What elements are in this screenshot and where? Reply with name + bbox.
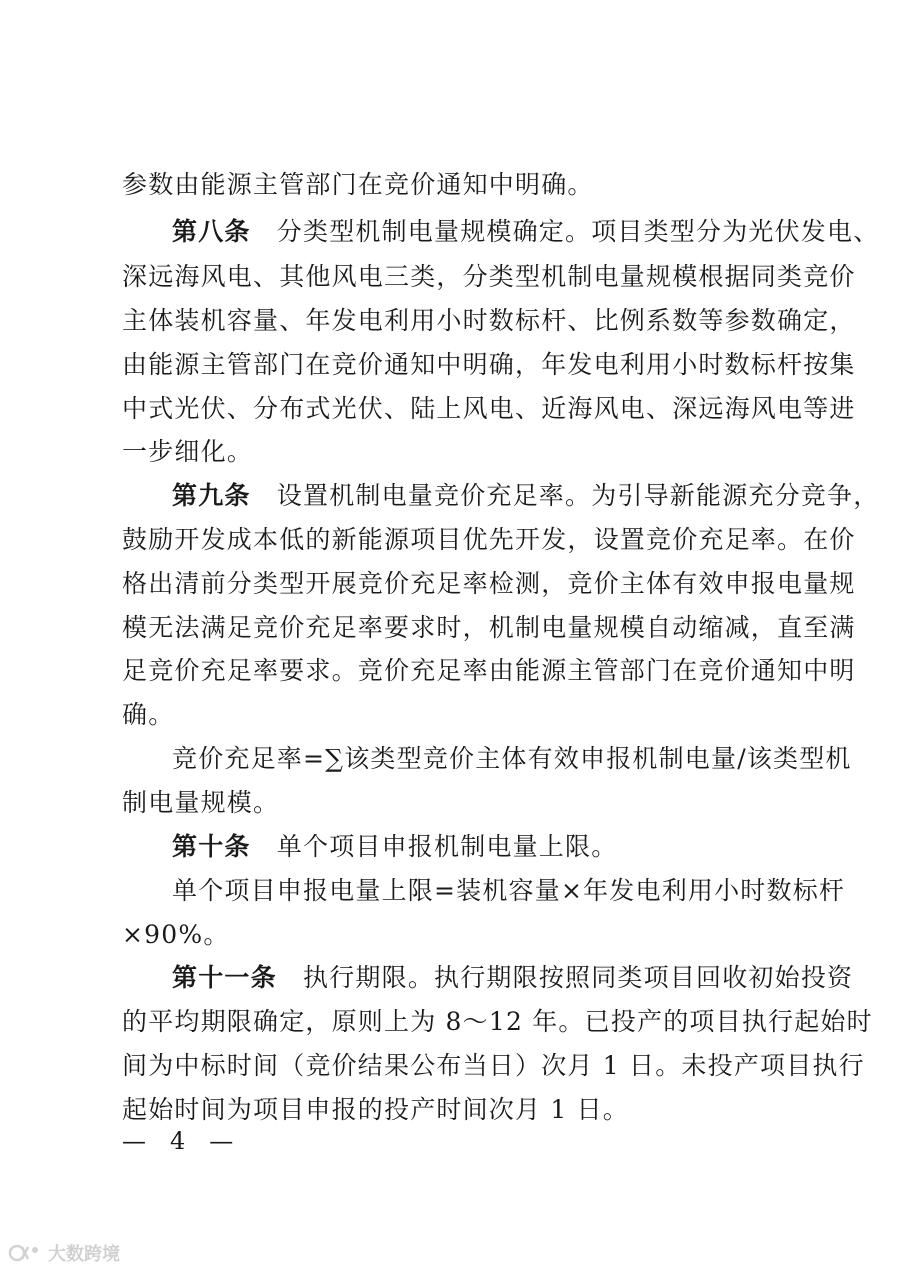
- line-text: 中式光伏、分布式光伏、陆上风电、近海风电、深远海风电等进: [122, 394, 856, 423]
- article-label: 第八条: [172, 217, 251, 246]
- line-text: 模无法满足竞价充足率要求时，机制电量规模自动缩减，直至满: [122, 613, 856, 642]
- page-number: — 4 —: [122, 1127, 234, 1155]
- text-line: [0, 262, 900, 292]
- article-heading-line: [0, 832, 900, 862]
- line-text: 设置机制电量竞价充足率。为引导新能源充分竞争，: [250, 481, 880, 510]
- text-line: [0, 656, 900, 686]
- text-line: [0, 525, 900, 555]
- article-label: 第十一条: [172, 963, 277, 992]
- line-text: 间为中标时间（竞价结果公布当日）次月 1 日。未投产项目执行: [122, 1051, 865, 1080]
- text-line: [0, 700, 900, 730]
- watermark-logo-icon: [8, 1242, 42, 1264]
- line-text: 参数由能源主管部门在竞价通知中明确。: [122, 170, 594, 199]
- watermark-text: 大数跨境: [48, 1244, 120, 1265]
- text-line: [0, 788, 900, 818]
- text-line: [0, 569, 900, 599]
- line-text: 鼓励开发成本低的新能源项目优先开发，设置竞价充足率。在价: [122, 525, 856, 554]
- line-text: 分类型机制电量规模确定。项目类型分为光伏发电、: [250, 217, 880, 246]
- article-label: 第九条: [172, 481, 251, 510]
- line-text: 主体装机容量、年发电利用小时数标杆、比例系数等参数确定，: [122, 306, 856, 335]
- line-text: 单个项目申报电量上限=装机容量×年发电利用小时数标杆: [172, 876, 846, 905]
- text-line: [0, 1095, 900, 1125]
- formula-line: [0, 744, 900, 774]
- article-heading-line: [0, 481, 900, 511]
- line-text: ×90%。: [122, 920, 230, 949]
- line-text: 一步细化。: [122, 437, 254, 466]
- text-line: [0, 394, 900, 424]
- text-line: [0, 170, 900, 200]
- line-text: 足竞价充足率要求。竞价充足率由能源主管部门在竞价通知中明: [122, 656, 856, 685]
- line-text: 单个项目申报机制电量上限。: [250, 832, 618, 861]
- text-line: [0, 437, 900, 467]
- text-line: [0, 613, 900, 643]
- text-line: [0, 350, 900, 380]
- line-text: 执行期限。执行期限按照同类项目回收初始投资: [276, 963, 854, 992]
- line-text: 由能源主管部门在竞价通知中明确，年发电利用小时数标杆按集: [122, 350, 856, 379]
- article-heading-line: [0, 963, 900, 993]
- line-text: 深远海风电、其他风电三类，分类型机制电量规模根据同类竞价: [122, 262, 856, 291]
- article-label: 第十条: [172, 832, 251, 861]
- text-line: [0, 1007, 900, 1037]
- line-text: 确。: [122, 700, 175, 729]
- line-text: 的平均期限确定，原则上为 8～12 年。已投产的项目执行起始时: [122, 1007, 873, 1036]
- line-text: 起始时间为项目申报的投产时间次月 1 日。: [122, 1095, 630, 1124]
- watermark: [8, 1240, 120, 1266]
- text-line: [0, 1051, 900, 1081]
- text-line: [0, 306, 900, 336]
- line-text: 格出清前分类型开展竞价充足率检测，竞价主体有效申报电量规: [122, 569, 856, 598]
- formula-line: [0, 876, 900, 906]
- line-text: 竞价充足率=∑该类型竞价主体有效申报机制电量/该类型机: [172, 744, 852, 773]
- line-text: 制电量规模。: [122, 788, 280, 817]
- text-line: [0, 920, 900, 950]
- article-heading-line: [0, 217, 900, 247]
